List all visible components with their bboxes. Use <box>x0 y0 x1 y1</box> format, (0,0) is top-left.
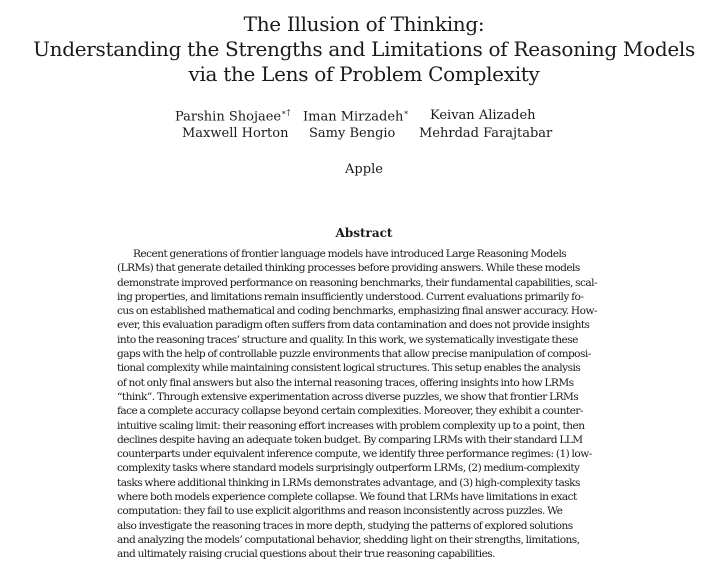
author-3 <box>430 108 536 123</box>
abstract-line: face a complete accuracy collapse beyond certain complexities. Moreover, they exhibit a counter- <box>117 405 583 418</box>
author-name: Maxwell Horton <box>182 126 289 141</box>
abstract-line: of not only final answers but also the internal reasoning traces, offering insights into how LRMs <box>117 376 574 389</box>
abstract-line: (LRMs) that generate detailed thinking processes before providing answers. While these models <box>117 262 580 275</box>
author-name: Iman Mirzadeh <box>303 109 404 125</box>
abstract-body <box>117 247 615 562</box>
author-name: Samy Bengio <box>309 126 396 141</box>
author-6 <box>419 126 552 141</box>
abstract-line: “think”. Through extensive experimentation across diverse puzzles, we show that frontier LRMs <box>117 390 579 403</box>
title-line-2: Understanding the Strengths and Limitations of Reasoning Models <box>33 37 695 61</box>
abstract-line: and analyzing the models’ computational behavior, shedding light on their strengths, limitations, <box>117 533 580 546</box>
author-mark: ∗ <box>403 108 409 117</box>
author-name: Keivan Alizadeh <box>430 108 536 123</box>
author-mark: ∗† <box>281 108 291 117</box>
abstract-line: complexity tasks where standard models surprisingly outperform LRMs, (2) medium-complexity <box>117 462 580 475</box>
abstract-line: gaps with the help of controllable puzzle environments that allow precise manipulation of composi- <box>117 348 591 361</box>
author-name: Mehrdad Farajtabar <box>419 126 553 141</box>
title-line-3: via the Lens of Problem Complexity <box>188 62 540 86</box>
author-name: Parshin Shojaee <box>175 109 282 125</box>
abstract-line: intuitive scaling limit: their reasoning effort increases with problem complexity up to a point, then <box>117 419 585 432</box>
abstract-line: ing properties, and limitations remain insufficiently understood. Current evaluations primarily fo- <box>117 290 584 303</box>
abstract-line: Recent generations of frontier language models have introduced Large Reasoning Models <box>133 248 567 260</box>
abstract-line: declines despite having an adequate token budget. By comparing LRMs with their standard LLM <box>117 433 583 446</box>
abstract-line: where both models experience complete collapse. We found that LRMs have limitations in exact <box>117 491 577 504</box>
author-1 <box>175 108 291 124</box>
author-4 <box>182 126 288 141</box>
abstract-heading: Abstract <box>335 226 393 240</box>
title-line-1: The Illusion of Thinking: <box>243 12 485 36</box>
abstract-line: computation: they fail to use explicit algorithms and reason inconsistently across puzzles. We <box>117 505 563 518</box>
paper-title <box>0 12 728 87</box>
abstract-line: also investigate the reasoning traces in more depth, studying the patterns of explored solutions <box>117 519 573 532</box>
abstract-line: tional complexity while maintaining consistent logical structures. This setup enables the analysis <box>117 362 581 375</box>
abstract-line: into the reasoning traces’ structure and quality. In this work, we systematically investigate these <box>117 333 578 346</box>
author-2 <box>303 108 409 124</box>
abstract-line: tasks where additional thinking in LRMs demonstrates advantage, and (3) high-complexity tasks <box>117 476 580 489</box>
affiliation: Apple <box>345 162 383 177</box>
abstract-line: and ultimately raising crucial questions about their true reasoning capabilities. <box>117 548 495 561</box>
author-5 <box>309 126 395 141</box>
abstract-line: counterparts under equivalent inference compute, we identify three performance regimes: (1) low- <box>117 448 592 461</box>
abstract-line: cus on established mathematical and coding benchmarks, emphasizing final answer accuracy. How- <box>117 305 597 318</box>
abstract-line: demonstrate improved performance on reasoning benchmarks, their fundamental capabilities, scal- <box>117 276 597 289</box>
abstract-line: ever, this evaluation paradigm often suffers from data contamination and does not provide insights <box>117 319 590 332</box>
